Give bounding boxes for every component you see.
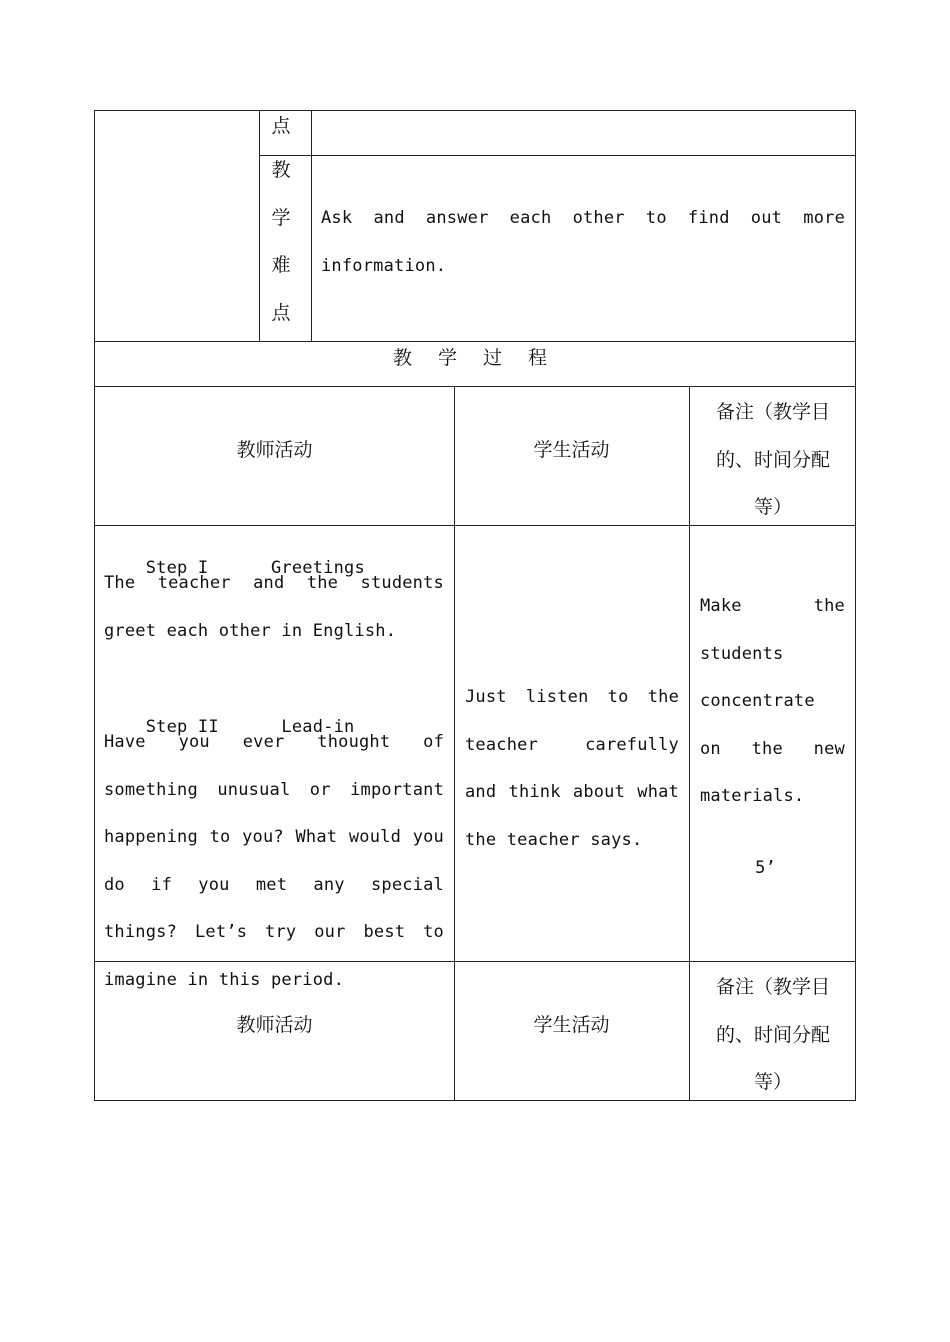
- step2-title: Step II Lead-in: [145, 717, 355, 737]
- step2-text: Have you ever thought of something unusual or important happening to you? What would you do if you met any special things? Let’s try our best to imagine in this period.: [104, 732, 444, 990]
- notes-text: Make the students concentrate on the new materials.: [700, 596, 845, 806]
- section-title: 教 学 过 程: [392, 347, 558, 369]
- label-char-3: 难: [271, 254, 291, 276]
- difficulty-content: Ask and answer each other to find out more information.: [321, 208, 845, 276]
- step1-text: The teacher and the students greet each other in English.: [104, 573, 444, 641]
- label-char-1: 教: [271, 159, 291, 181]
- label-dian: 点: [271, 115, 291, 137]
- teacher-activity-header: 教师活动: [236, 439, 313, 461]
- teacher-activity-header-2: 教师活动: [236, 1014, 313, 1036]
- time-allocation: 5’: [755, 858, 776, 878]
- label-char-2: 学: [271, 207, 291, 229]
- difficulty-label-tail: [270, 114, 292, 138]
- label-char-4: 点: [271, 302, 291, 324]
- student-activity-header-2: 学生活动: [533, 1014, 610, 1036]
- notes-header: 备注（教学目的、时间分配等）: [715, 401, 830, 518]
- step1-title: Step I Greetings: [145, 558, 365, 578]
- student-activity-header: 学生活动: [533, 439, 610, 461]
- student-activity-text: Just listen to the teacher carefully and think about what the teacher says.: [465, 687, 679, 850]
- notes-header-2: 备注（教学目的、时间分配等）: [715, 976, 830, 1093]
